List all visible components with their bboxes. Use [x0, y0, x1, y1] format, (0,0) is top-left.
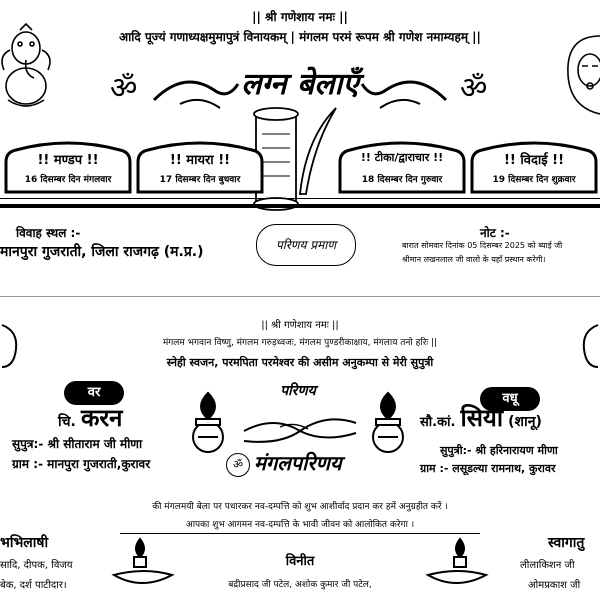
divider [0, 204, 600, 208]
event-label: !! मण्डप !! [37, 153, 99, 168]
bride-tag: वधू [480, 387, 540, 411]
right-line: ओमप्रकाश जी [528, 580, 581, 591]
center-title: विनीत [285, 554, 315, 569]
schedule-panel [0, 0, 600, 270]
blessing-line: की मंगलमयी बेला पर पधारकर नव-दम्पत्ति को शुभ आशीर्वाद प्रदान कर हमें अनुग्रहीत करें । [152, 502, 448, 512]
event-date: 18 दिसम्बर दिन गुरुवार [361, 175, 443, 185]
divider [0, 198, 600, 199]
event-label: !! मायरा !! [169, 153, 231, 168]
event-card [470, 140, 598, 194]
note-title: नोट :- [480, 226, 510, 240]
center-small-text: परिणय [280, 383, 316, 399]
shloka-title: || श्री गणेशाय नमः || [261, 320, 339, 331]
diya-icon [110, 533, 176, 589]
bride-prefix: सौ.कां. [420, 415, 456, 430]
kalash-icon [190, 391, 226, 455]
mangal-line-2: मंगलम पुण्डरीकाक्षाय, मंगलाय तनो हरिः || [299, 338, 438, 348]
shloka-line: आदि पूज्यं गणाध्यक्षमुमापुत्रं विनायकम् | मंगलम परमं रूपम श्री गणेश नमाम्यहम् || [119, 30, 481, 44]
shloka-title: || श्री गणेशाय नमः || [252, 10, 348, 24]
groom-name: करन [80, 404, 123, 432]
seal-text: परिणय प्रमाण [256, 224, 356, 266]
hands-icon [240, 401, 360, 451]
panel-gap [0, 270, 600, 296]
bride-nick: (शानू) [508, 414, 542, 430]
om-icon: ॐ [226, 453, 250, 477]
venue-title: विवाह स्थल :- [16, 226, 81, 240]
blessing-line: आपका शुभ आगमन नव-दम्पत्ति के भावी जीवन को आलोकित करेगा । [185, 520, 415, 530]
event-label: !! टीका/द्वाराचार !! [360, 151, 444, 164]
groom-parent: सुपुत्र:- श्री सीताराम जी मीणा [12, 437, 143, 451]
diya-icon [424, 533, 490, 589]
groom-village: ग्राम :- मानपुरा गुजराती,कुरावर [12, 457, 151, 471]
invitation-panel [0, 296, 600, 601]
om-icon: ॐ [460, 71, 488, 106]
center-line: बद्रीप्रसाद जी पटेल, अशोक कुमार जी पटेल, [228, 580, 372, 590]
bride-name: सिया [460, 404, 504, 432]
mangal-line: मंगलम भगवान विष्णु, मंगलम गरुड़ध्वजः, मंगलम पुण्डरीकाक्षाय, मंगलाय तनो हरिः || [162, 338, 438, 348]
right-title: स्वागातु [548, 535, 585, 551]
groom-tag: वर [64, 381, 124, 405]
bride-parent: सुपुत्री:- श्री हरिनारायण मीणा [440, 444, 558, 457]
bride-name-row [420, 401, 542, 434]
bride-village: ग्राम :- लसूडल्या रामनाथ, कुरावर [420, 462, 556, 475]
event-label: !! विदाई !! [503, 153, 564, 168]
left-line: बेक, दर्श पाटीदार। [0, 580, 67, 591]
event-date: 19 दिसम्बर दिन शुक्रवार [492, 175, 576, 185]
event-card [338, 140, 466, 194]
event-date: 16 दिसम्बर दिन मंगलवार [24, 175, 112, 185]
left-title: भभिलाषी [0, 535, 49, 551]
heading: लग्न बेलाएँ [241, 67, 359, 102]
om-icon: ॐ [110, 71, 138, 106]
kalash-icon [370, 391, 406, 455]
event-card [4, 140, 132, 194]
groom-name-row [58, 401, 123, 434]
venue-text: मानपुरा गुजराती, जिला राजगढ़ (म.प्र.) [0, 244, 204, 260]
note-line: श्रीमान लखनलाल जी वालो के यहाँ प्रस्थान करेगी। [402, 255, 546, 264]
note-line: बारात सोमवार दिनांक 05 दिसम्बर 2025 को ब्याई जी [402, 241, 563, 250]
invite-line: स्नेही स्वजन, परमपिता परमेश्वर की असीम अनुकम्पा से मेरी सुपुत्री [166, 356, 434, 369]
mangal-line-1: मंगलम भगवान विष्णु, मंगलम गरुड़ध्वजः [162, 338, 294, 348]
left-line: सादि, दीपक, विजय [0, 560, 73, 571]
center-big-text: मंगलपरिणय [254, 451, 342, 475]
right-line: लीलाकिशन जी [520, 560, 575, 571]
event-date: 17 दिसम्बर दिन बुधवार [159, 175, 241, 185]
groom-prefix: चि. [58, 414, 76, 430]
event-card [136, 140, 264, 194]
